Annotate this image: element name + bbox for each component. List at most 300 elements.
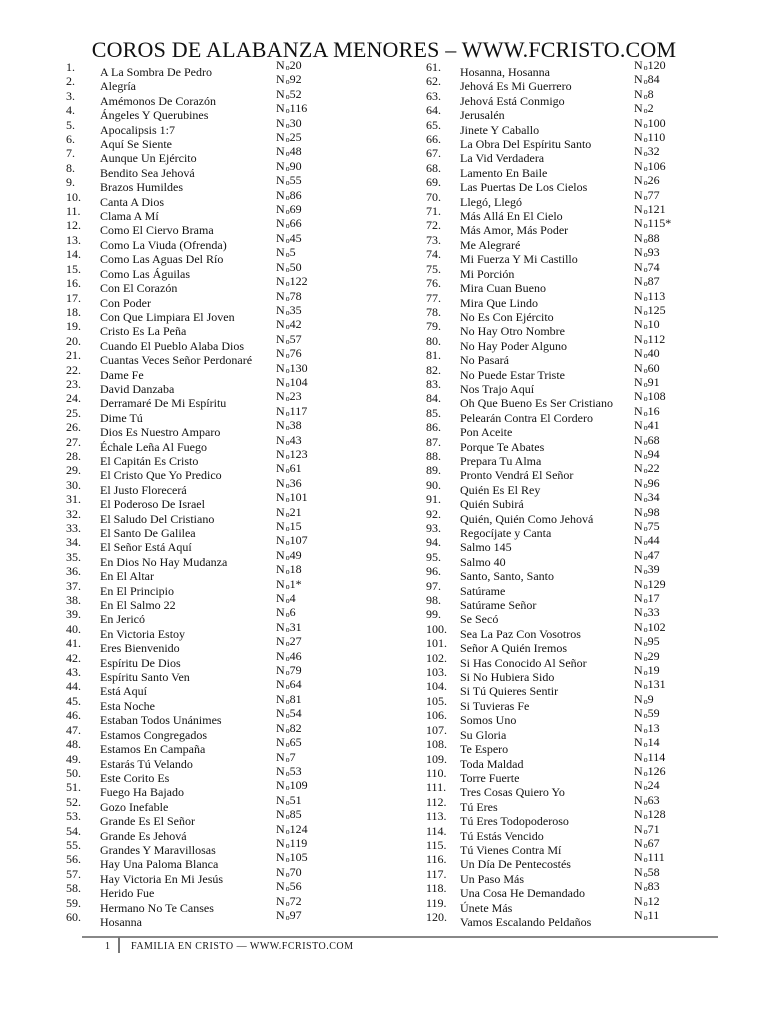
number-value: 69 [289, 202, 302, 217]
number-prefix-sub: o [643, 538, 648, 548]
item-number: 78. [426, 304, 441, 319]
number-prefix-sub: o [285, 884, 290, 894]
item-number: 52. [66, 794, 81, 809]
number-prefix: N [276, 807, 285, 822]
song-title: Grande Es El Señor [100, 814, 195, 829]
number-prefix-sub: o [285, 250, 290, 260]
number-prefix-sub: o [643, 336, 648, 346]
song-title: Herido Fue [100, 886, 155, 901]
item-number: 43. [66, 665, 81, 680]
item-number: 71. [426, 204, 441, 219]
item-number: 113. [426, 809, 447, 824]
item-number: 77. [426, 290, 441, 305]
number-prefix: N [276, 821, 285, 836]
song-title: Grandes Y Maravillosas [100, 842, 216, 857]
number-prefix-sub: o [643, 711, 648, 721]
item-number: 3. [66, 88, 75, 103]
song-title: Regocíjate y Canta [460, 526, 552, 540]
item-number: 32. [66, 506, 81, 521]
song-title: Mi Fuerza Y Mi Castillo [460, 252, 578, 267]
number-value: 78 [289, 288, 302, 303]
song-title: David Danzaba [100, 381, 175, 396]
item-number: 63. [426, 88, 441, 103]
number-prefix: N [634, 879, 643, 894]
number-prefix: N [634, 72, 643, 87]
number-prefix-sub: o [285, 466, 290, 476]
number-value: 108 [647, 389, 666, 404]
item-number: 90. [426, 477, 441, 492]
item-number: 6. [66, 132, 75, 147]
song-title: Mira Que Lindo [460, 295, 538, 310]
number-prefix: N [634, 130, 643, 145]
item-number: 59. [66, 895, 81, 910]
number-prefix: N [276, 115, 285, 130]
number-value: 106 [647, 158, 666, 173]
number-value: 33 [647, 605, 660, 620]
item-number: 92. [426, 506, 441, 521]
number-prefix-sub: o [643, 279, 648, 289]
number-prefix: N [276, 720, 285, 735]
number-value: 72 [289, 893, 302, 908]
item-number: 65. [426, 117, 441, 132]
song-title: Hosanna, Hosanna [460, 65, 550, 79]
number-value: 48 [289, 144, 302, 159]
song-title: Satúrame [460, 583, 506, 598]
song-title: Tres Cosas Quiero Yo [460, 785, 565, 800]
item-number: 53. [66, 809, 81, 824]
number-value: 71 [647, 821, 660, 836]
number-value: 117 [289, 403, 308, 418]
number-prefix: N [634, 158, 643, 173]
song-title: Jehová Está Conmigo [460, 93, 565, 108]
number-prefix-sub: o [643, 250, 648, 260]
number-value: 46 [289, 648, 302, 663]
number-prefix-sub: o [643, 293, 648, 303]
song-title: Las Puertas De Los Cielos [460, 180, 588, 195]
number-prefix: N [634, 403, 643, 418]
number-value: 15 [289, 519, 302, 533]
number-value: 130 [289, 360, 308, 375]
number-value: 113 [647, 288, 666, 303]
number-prefix: N [634, 591, 643, 606]
song-title: En El Altar [100, 569, 154, 584]
number-prefix-sub: o [643, 307, 648, 317]
song-title: El Poderoso De Israel [100, 497, 205, 512]
number-prefix-sub: o [643, 163, 648, 173]
number-value: 128 [647, 807, 666, 822]
number-value: 34 [647, 490, 660, 505]
number-prefix-sub: o [285, 120, 290, 130]
number-value: 7 [289, 749, 296, 764]
number-value: 121 [647, 202, 666, 217]
footer-text: FAMILIA EN CRISTO — WWW.FCRISTO.COM [131, 941, 354, 952]
number-prefix: N [276, 403, 285, 418]
song-title: Jerusalén [460, 108, 505, 123]
number-prefix-sub: o [643, 135, 648, 145]
number-value: 129 [647, 576, 666, 591]
item-number: 45. [66, 693, 81, 708]
song-title: Jehová Es Mi Guerrero [460, 79, 572, 94]
number-prefix: N [634, 749, 643, 764]
number-prefix: N [276, 72, 285, 87]
number-prefix: N [634, 691, 643, 706]
item-number: 54. [66, 823, 81, 838]
number-prefix: N [276, 706, 285, 721]
item-number: 111. [426, 780, 447, 795]
item-number: 55. [66, 837, 81, 852]
number-prefix: N [276, 187, 285, 202]
song-title: Quién Subirá [460, 497, 524, 512]
number-prefix-sub: o [285, 336, 290, 346]
item-number: 107. [426, 722, 447, 737]
number-prefix: N [276, 346, 285, 361]
number-prefix-sub: o [643, 768, 648, 778]
item-number: 42. [66, 650, 81, 665]
item-number: 81. [426, 348, 441, 363]
number-value: 57 [289, 331, 302, 346]
number-prefix-sub: o [643, 365, 648, 375]
number-prefix: N [276, 245, 285, 260]
number-prefix-sub: o [643, 207, 648, 217]
song-title: Prepara Tu Alma [460, 453, 542, 468]
number-value: 67 [647, 835, 660, 850]
number-prefix-sub: o [285, 394, 290, 404]
number-prefix: N [634, 418, 643, 433]
number-prefix: N [276, 158, 285, 173]
number-prefix: N [634, 619, 643, 634]
song-title: Hermano No Te Canses [100, 900, 214, 915]
item-number: 60. [66, 909, 81, 924]
number-prefix-sub: o [285, 307, 290, 317]
number-value: 77 [647, 187, 660, 202]
number-value: 93 [647, 245, 660, 260]
item-number: 94. [426, 535, 441, 550]
item-number: 12. [66, 218, 81, 233]
number-prefix: N [634, 663, 643, 678]
number-prefix: N [634, 475, 643, 490]
song-title: El Cristo Que Yo Predico [100, 468, 222, 483]
item-number: 89. [426, 463, 441, 478]
song-title: Si Tuvieras Fe [460, 698, 530, 713]
number-prefix: N [276, 475, 285, 490]
number-prefix: N [276, 749, 285, 764]
song-title: Bendito Sea Jehová [100, 165, 195, 180]
song-list-left [66, 58, 396, 929]
song-title: El Santo De Galilea [100, 526, 196, 540]
song-title: Lamento En Baile [460, 165, 548, 180]
number-value: 43 [289, 432, 302, 447]
song-title: Llegó, Llegó [460, 194, 522, 209]
song-title: Me Alegraré [460, 237, 521, 252]
number-prefix: N [276, 461, 285, 476]
number-prefix: N [276, 288, 285, 303]
number-prefix-sub: o [643, 509, 648, 519]
number-prefix-sub: o [643, 740, 648, 750]
number-prefix-sub: o [285, 682, 290, 692]
item-number: 9. [66, 175, 75, 190]
song-title: Un Paso Más [460, 871, 525, 886]
number-prefix-sub: o [285, 63, 290, 72]
number-prefix: N [634, 86, 643, 101]
number-prefix: N [276, 778, 285, 793]
song-title: El Saludo Del Cristiano [100, 511, 215, 526]
number-value: 125 [647, 302, 666, 317]
song-title: Más Allá En El Cielo [460, 209, 563, 224]
number-value: 88 [647, 230, 660, 245]
item-number: 83. [426, 376, 441, 391]
number-value: 110 [647, 130, 666, 145]
number-value: 54 [289, 706, 302, 721]
item-number: 73. [426, 232, 441, 247]
number-prefix-sub: o [643, 63, 648, 72]
song-title: El Señor Está Aquí [100, 540, 192, 555]
number-value: 68 [647, 432, 660, 447]
number-prefix: N [276, 605, 285, 620]
number-prefix-sub: o [285, 221, 290, 231]
number-prefix: N [634, 605, 643, 620]
song-title: Hay Victoria En Mi Jesús [100, 871, 224, 886]
song-title: Pelearán Contra El Cordero [460, 410, 593, 425]
number-prefix-sub: o [285, 567, 290, 577]
number-value: 25 [289, 130, 302, 145]
item-number: 37. [66, 578, 81, 593]
number-prefix-sub: o [285, 480, 290, 490]
number-prefix-sub: o [285, 279, 290, 289]
song-title: Con El Corazón [100, 281, 178, 296]
number-value: 82 [289, 720, 302, 735]
item-number: 44. [66, 679, 81, 694]
number-value: 49 [289, 547, 302, 562]
number-value: 131 [647, 677, 666, 692]
item-number: 100. [426, 621, 447, 636]
list-item [426, 245, 716, 267]
number-value: 52 [289, 86, 302, 101]
number-value: 51 [289, 792, 302, 807]
number-value: 53 [289, 763, 302, 778]
number-prefix: N [634, 677, 643, 692]
item-number: 91. [426, 492, 441, 507]
number-prefix-sub: o [643, 783, 648, 793]
item-number: 14. [66, 247, 81, 262]
number-value: 14 [647, 735, 660, 750]
item-number: 22. [66, 362, 81, 377]
song-title: No Es Con Ejército [460, 309, 554, 324]
item-number: 84. [426, 391, 441, 406]
item-number: 103. [426, 665, 447, 680]
number-prefix-sub: o [285, 77, 290, 87]
number-prefix-sub: o [643, 178, 648, 188]
number-value: 47 [647, 547, 660, 562]
number-prefix-sub: o [643, 596, 648, 606]
number-prefix-sub: o [643, 106, 648, 116]
number-prefix-sub: o [285, 235, 290, 245]
item-number: 7. [66, 146, 75, 161]
number-prefix-sub: o [285, 639, 290, 649]
song-title: Hosanna [100, 914, 142, 929]
number-prefix-sub: o [285, 912, 290, 922]
number-value: 38 [289, 418, 302, 433]
item-number: 35. [66, 549, 81, 564]
number-prefix-sub: o [643, 668, 648, 678]
number-prefix: N [634, 360, 643, 375]
item-number: 33. [66, 521, 81, 535]
number-value: 5 [289, 245, 296, 260]
number-prefix: N [634, 648, 643, 663]
song-title: Como Las Aguas Del Río [100, 252, 224, 267]
item-number: 28. [66, 448, 81, 463]
song-title: Señor A Quién Iremos [460, 641, 567, 656]
number-prefix: N [634, 331, 643, 346]
item-number: 101. [426, 636, 447, 651]
item-number: 27. [66, 434, 81, 449]
song-title: Fuego Ha Bajado [100, 785, 184, 800]
song-title: Alegría [100, 79, 136, 94]
song-title: Apocalipsis 1:7 [100, 122, 175, 137]
number-prefix: N [634, 835, 643, 850]
number-prefix-sub: o [285, 149, 290, 159]
item-number: 58. [66, 881, 81, 896]
number-value: 123 [289, 446, 308, 461]
song-title: Dame Fe [100, 367, 144, 382]
song-title: Dime Tú [100, 410, 143, 425]
song-title: Con Poder [100, 295, 151, 310]
number-prefix-sub: o [285, 509, 290, 519]
item-number: 108. [426, 737, 447, 752]
item-number: 8. [66, 160, 75, 175]
number-prefix: N [276, 446, 285, 461]
number-value: 112 [647, 331, 666, 346]
item-number: 75. [426, 261, 441, 276]
number-prefix: N [634, 807, 643, 822]
song-title: Cuantas Veces Señor Perdonaré [100, 353, 253, 368]
item-number: 64. [426, 103, 441, 118]
number-prefix: N [276, 130, 285, 145]
song-title: Cuando El Pueblo Alaba Dios [100, 338, 244, 353]
song-title: Pon Aceite [460, 425, 513, 440]
number-prefix-sub: o [643, 451, 648, 461]
number-prefix-sub: o [643, 696, 648, 706]
number-value: 105 [289, 850, 308, 865]
number-value: 10 [647, 317, 660, 332]
number-prefix-sub: o [285, 91, 290, 101]
number-prefix: N [634, 763, 643, 778]
number-prefix: N [276, 850, 285, 865]
number-prefix-sub: o [643, 567, 648, 577]
number-prefix: N [276, 418, 285, 433]
number-prefix: N [634, 519, 643, 533]
item-number: 96. [426, 564, 441, 579]
song-title: Gozo Inefable [100, 799, 169, 814]
number-value: 50 [289, 259, 302, 274]
item-number: 66. [426, 132, 441, 147]
song-title: Somos Uno [460, 713, 517, 728]
item-number: 29. [66, 463, 81, 478]
number-value: 9 [647, 691, 654, 706]
number-prefix-sub: o [285, 178, 290, 188]
song-title: Se Secó [460, 612, 499, 627]
item-number: 41. [66, 636, 81, 651]
song-number [276, 908, 302, 925]
item-number: 95. [426, 549, 441, 564]
number-prefix-sub: o [643, 149, 648, 159]
item-number: 109. [426, 751, 447, 766]
song-title: Como El Ciervo Brama [100, 223, 214, 238]
item-number: 13. [66, 232, 81, 247]
item-number: 36. [66, 564, 81, 579]
item-number: 80. [426, 333, 441, 348]
number-prefix-sub: o [285, 624, 290, 634]
number-prefix-sub: o [285, 812, 290, 822]
number-value: 56 [289, 879, 302, 894]
song-title: Tú Eres Todopoderoso [460, 814, 569, 829]
song-title: Tú Vienes Contra Mí [460, 842, 562, 857]
item-number: 47. [66, 722, 81, 737]
number-value: 19 [647, 663, 660, 678]
song-title: No Hay Otro Nombre [460, 324, 565, 339]
number-value: 92 [289, 72, 302, 87]
number-prefix-sub: o [285, 610, 290, 620]
song-title: Grande Es Jehová [100, 828, 187, 843]
song-title: Su Gloria [460, 727, 507, 742]
number-prefix-sub: o [643, 653, 648, 663]
number-prefix-sub: o [643, 624, 648, 634]
number-prefix-sub: o [285, 293, 290, 303]
number-prefix-sub: o [285, 725, 290, 735]
number-value: 42 [289, 317, 302, 332]
song-title: Santo, Santo, Santo [460, 569, 555, 584]
number-prefix-sub: o [643, 898, 648, 908]
number-value: 84 [647, 72, 660, 87]
number-prefix-sub: o [285, 653, 290, 663]
item-number: 46. [66, 708, 81, 723]
number-prefix: N [276, 389, 285, 404]
item-number: 70. [426, 189, 441, 204]
song-title: En El Salmo 22 [100, 598, 176, 613]
number-prefix-sub: o [285, 423, 290, 433]
number-prefix-sub: o [643, 495, 648, 505]
number-prefix-sub: o [285, 451, 290, 461]
number-value: 30 [289, 115, 302, 130]
number-prefix: N [276, 893, 285, 908]
number-value: 58 [647, 864, 660, 879]
number-value: 31 [289, 619, 302, 634]
number-prefix: N [634, 533, 643, 548]
number-value: 111 [647, 850, 665, 865]
number-prefix-sub: o [643, 639, 648, 649]
number-value: 45 [289, 230, 302, 245]
number-prefix: N [276, 101, 285, 116]
song-title: No Puede Estar Triste [460, 367, 565, 382]
number-prefix-sub: o [643, 351, 648, 361]
song-title: Amémonos De Corazón [100, 93, 216, 108]
item-number: 10. [66, 189, 81, 204]
item-number: 39. [66, 607, 81, 622]
song-title: Eres Bienvenido [100, 641, 180, 656]
list-item [66, 735, 396, 757]
song-title: El Justo Florecerá [100, 482, 187, 497]
number-prefix: N [634, 850, 643, 865]
number-value: 8 [647, 86, 654, 101]
number-value: 20 [289, 58, 302, 72]
number-prefix: N [276, 619, 285, 634]
song-title: Salmo 40 [460, 554, 506, 569]
item-number: 15. [66, 261, 81, 276]
number-value: 91 [647, 374, 660, 389]
number-prefix: N [276, 864, 285, 879]
number-value: 22 [647, 461, 660, 476]
number-prefix: N [634, 562, 643, 577]
item-number: 102. [426, 650, 447, 665]
